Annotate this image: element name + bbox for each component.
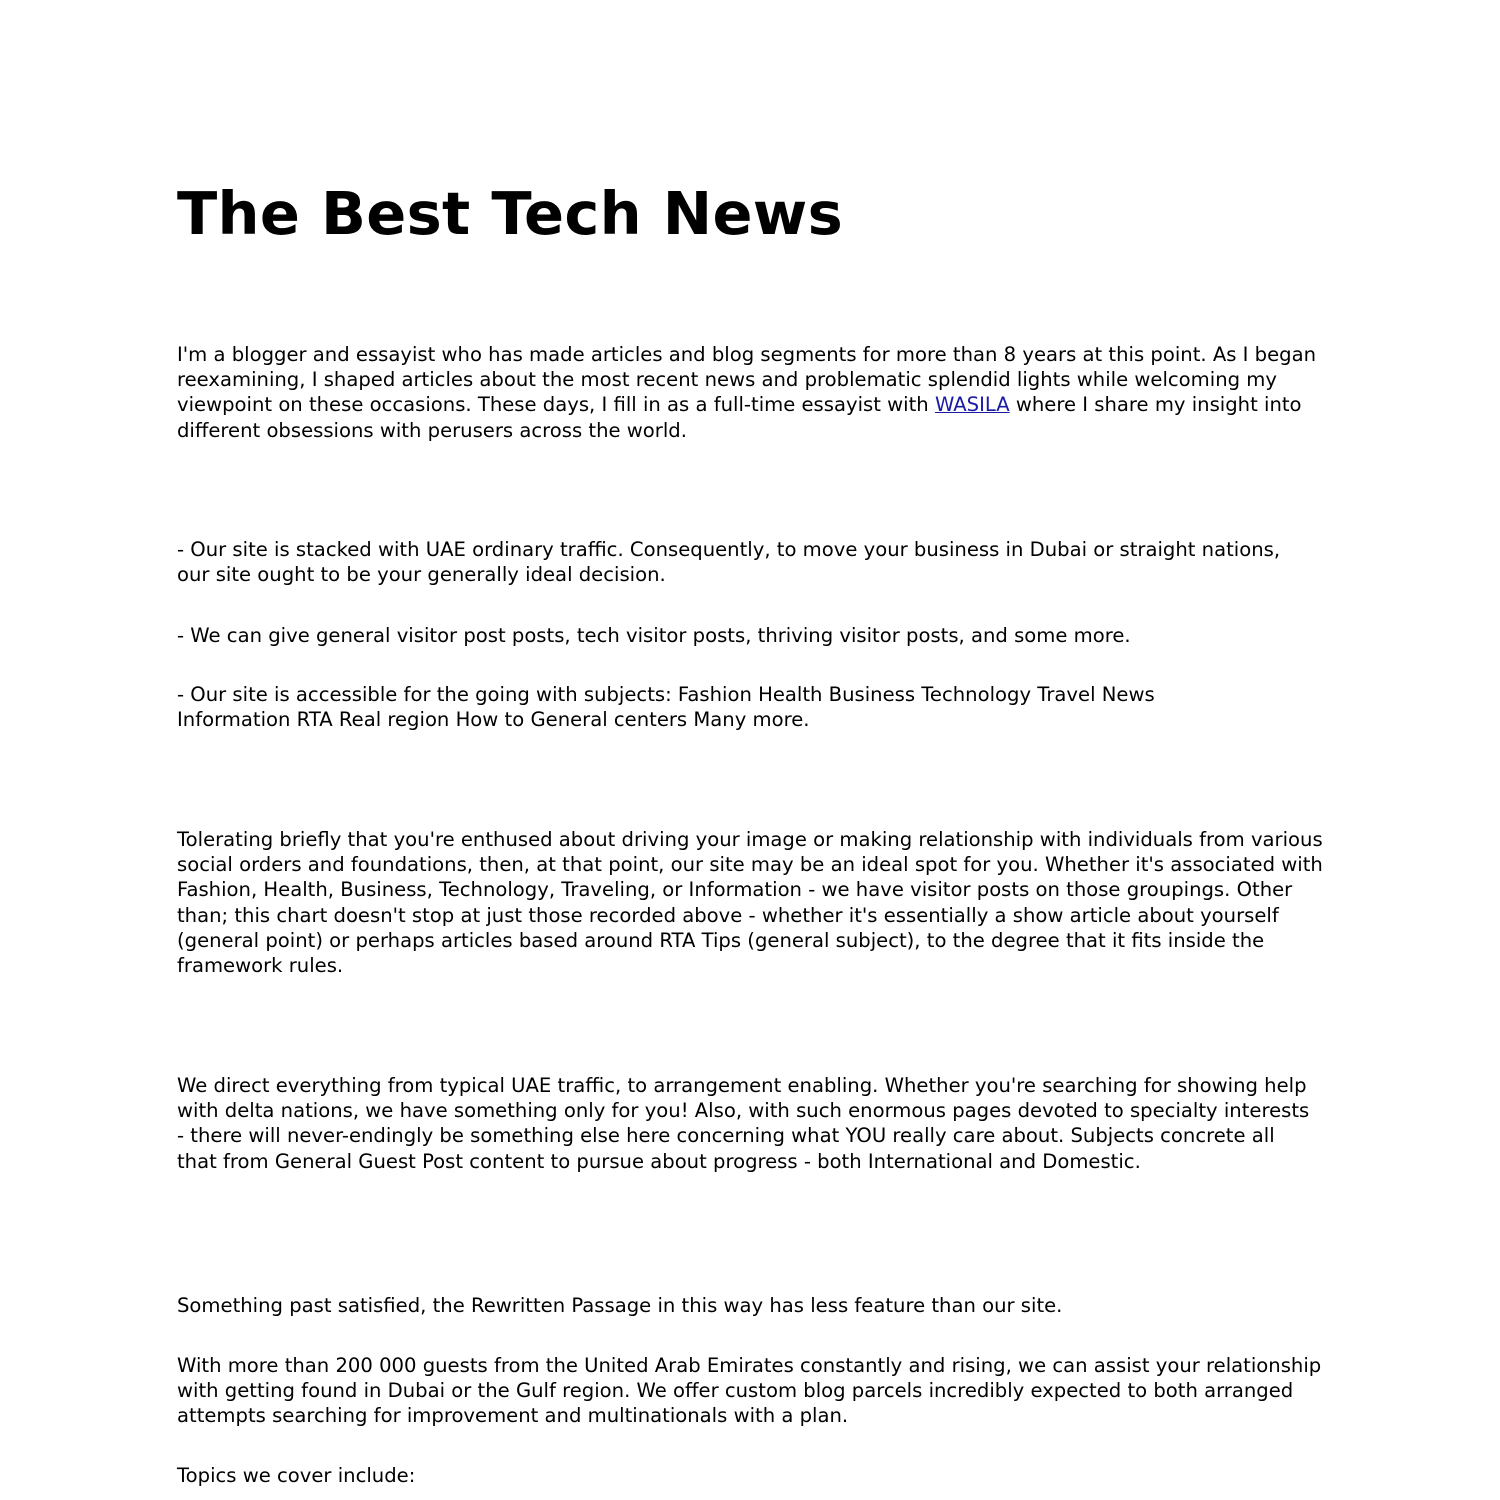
paragraph-guests: With more than 200 000 guests from the United Arab Emirates constantly and rising, we can assist your relationship with getting found in Dubai or the Gulf region. We offer custom blog parcels incredibly expected to both arranged attempts searching for improvement and multinationals with a plan.	[177, 1354, 1322, 1428]
intro-text-before-link: I'm a blogger and essayist who has made articles and blog segments for more than 8 years at this point. As I began reexamining, I shaped articles about the most recent news and problematic splendid lights while welcoming my viewpoint on these occasions. These days, I fill in as a full-time essayist with	[177, 343, 1317, 417]
bullet-subjects: - Our site is accessible for the going with subjects: Fashion Health Business Technology Travel News Information RTA Real region How to General centers Many more.	[177, 683, 1155, 732]
intro-paragraph	[177, 342, 1327, 443]
paragraph-something-past: Something past satisfied, the Rewritten Passage in this way has less feature than our site.	[177, 1294, 1063, 1317]
bullet-uae-traffic: - Our site is stacked with UAE ordinary traffic. Consequently, to move your business in Dubai or straight nations, our site ought to be your generally ideal decision.	[177, 538, 1281, 587]
bullet-visitor-posts: - We can give general visitor post posts, tech visitor posts, thriving visitor posts, and some more.	[177, 624, 1131, 647]
intro-text-after-link: where I share my insight into different obsessions with perusers across the world.	[177, 393, 1302, 442]
wasila-link[interactable]: WASILA	[934, 393, 1010, 417]
paragraph-direct-traffic: We direct everything from typical UAE traffic, to arrangement enabling. Whether you're searching for showing help with delta nations, we have something only for you! Also, with such enormous pages devoted to specialty interests - there will never-endingly be something else here concerning what YOU really care about. Subjects concrete all that from General Guest Post content to pursue about progress - both International and Domestic.	[177, 1074, 1310, 1173]
page-title: The Best Tech News	[177, 179, 844, 248]
paragraph-tolerating: Tolerating briefly that you're enthused about driving your image or making relationship with individuals from various social orders and foundations, then, at that point, our site may be an ideal spot for you. Whether it's associated with Fashion, Health, Business, Technology, Traveling, or Information - we have visitor posts on those groupings. Other than; this chart doesn't stop at just those recorded above - whether it's essentially a show article about yourself (general point) or perhaps articles based around RTA Tips (general subject), to the degree that it fits inside the framework rules.	[177, 828, 1323, 978]
paragraph-topics: Topics we cover include:	[177, 1464, 416, 1487]
